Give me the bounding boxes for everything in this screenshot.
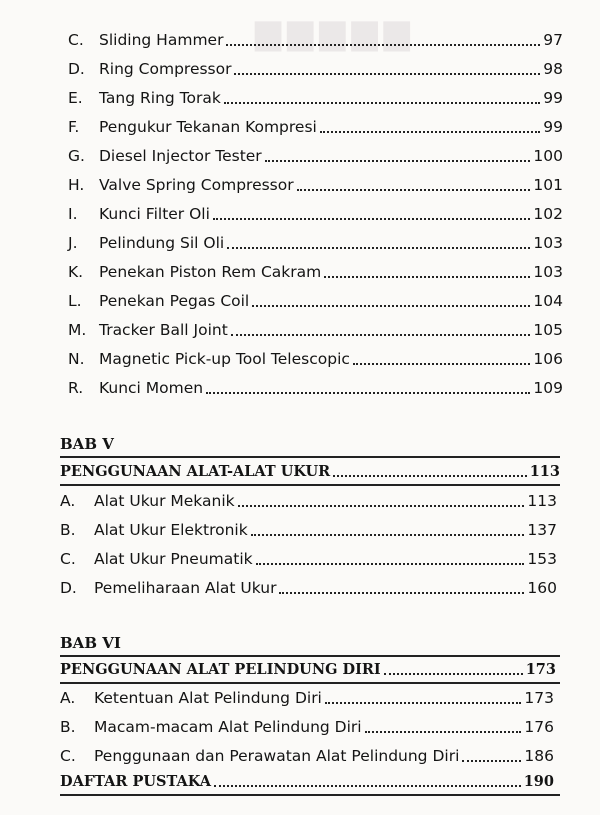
item-page: 105 [533, 321, 563, 339]
dot-leader [265, 148, 531, 162]
dot-leader [297, 177, 531, 191]
item-page: 137 [527, 521, 557, 539]
item-letter: C. [60, 550, 76, 568]
chapter-v-label: BAB V [60, 435, 114, 453]
bibliography-rule [60, 794, 560, 796]
item-letter: F. [68, 118, 80, 136]
dot-leader [226, 32, 540, 46]
item-title: Penekan Pegas Coil [99, 292, 250, 310]
item-page: 186 [524, 747, 554, 765]
item-page: 106 [533, 350, 563, 368]
chapter-vi-page: 173 [525, 661, 556, 678]
item-title: Penggunaan dan Perawatan Alat Pelindung Diri [94, 747, 460, 765]
item-letter: A. [60, 492, 76, 510]
toc-item[interactable] [68, 30, 563, 50]
item-letter: D. [68, 60, 85, 78]
item-letter: C. [68, 31, 84, 49]
item-page: 173 [524, 689, 554, 707]
item-letter: N. [68, 350, 85, 368]
show-through-shadow: ▆▆▆▆▆ [255, 12, 416, 52]
item-page: 100 [533, 147, 563, 165]
item-title: Diesel Injector Tester [99, 147, 262, 165]
item-title: Sliding Hammer [99, 31, 224, 49]
chapter-v-rule [60, 456, 560, 458]
item-letter: K. [68, 263, 84, 281]
toc-item[interactable] [68, 204, 563, 224]
item-title: Pelindung Sil Oli [99, 234, 225, 252]
item-letter: E. [68, 89, 83, 107]
chapter-v-heading[interactable] [60, 462, 560, 482]
item-letter: C. [60, 747, 76, 765]
toc-item[interactable] [68, 291, 563, 311]
item-page: 153 [527, 550, 557, 568]
chapter-vi-label: BAB VI [60, 634, 121, 652]
dot-leader [333, 463, 527, 477]
toc-item[interactable] [68, 233, 563, 253]
item-title: Ketentuan Alat Pelindung Diri [94, 689, 322, 707]
dot-leader [206, 380, 530, 394]
dot-leader [231, 322, 531, 336]
item-title: Kunci Filter Oli [99, 205, 210, 223]
item-letter: D. [60, 579, 77, 597]
item-page: 113 [527, 492, 557, 510]
item-letter: B. [60, 718, 76, 736]
chapter-vi-heading[interactable] [60, 660, 556, 680]
toc-item[interactable] [68, 88, 563, 108]
toc-item[interactable] [68, 262, 563, 282]
item-page: 160 [527, 579, 557, 597]
bibliography-title: DAFTAR PUSTAKA [60, 773, 211, 790]
dot-leader [238, 493, 525, 507]
item-title: Alat Ukur Pneumatik [94, 550, 253, 568]
toc-item[interactable] [60, 491, 557, 511]
dot-leader [365, 719, 522, 733]
item-letter: H. [68, 176, 85, 194]
item-letter: I. [68, 205, 78, 223]
toc-item[interactable] [60, 520, 557, 540]
item-letter: A. [60, 689, 76, 707]
item-page: 98 [543, 60, 563, 78]
toc-item[interactable] [68, 146, 563, 166]
dot-leader [251, 522, 525, 536]
chapter-v-page: 113 [529, 463, 560, 480]
toc-item[interactable] [60, 688, 554, 708]
toc-item[interactable] [60, 578, 557, 598]
dot-leader [213, 206, 530, 220]
toc-item[interactable] [60, 549, 557, 569]
item-title: Ring Compressor [99, 60, 232, 78]
toc-item[interactable] [60, 717, 554, 737]
item-title: Pemeliharaan Alat Ukur [94, 579, 277, 597]
dot-leader [320, 119, 540, 133]
item-page: 176 [524, 718, 554, 736]
dot-leader [384, 661, 523, 675]
dot-leader [234, 61, 540, 75]
item-letter: J. [68, 234, 78, 252]
toc-item[interactable] [68, 378, 563, 398]
dot-leader [227, 235, 530, 249]
dot-leader [256, 551, 525, 565]
item-letter: G. [68, 147, 85, 165]
item-letter: B. [60, 521, 76, 539]
item-title: Penekan Piston Rem Cakram [99, 263, 322, 281]
dot-leader [324, 264, 530, 278]
chapter-vi-title: PENGGUNAAN ALAT PELINDUNG DIRI [60, 661, 381, 678]
item-page: 99 [543, 89, 563, 107]
chapter-v-rule-bottom [60, 484, 560, 486]
item-title: Magnetic Pick-up Tool Telescopic [99, 350, 350, 368]
chapter-v-title: PENGGUNAAN ALAT-ALAT UKUR [60, 463, 331, 480]
item-page: 104 [533, 292, 563, 310]
item-title: Tracker Ball Joint [99, 321, 228, 339]
dot-leader [325, 690, 522, 704]
item-page: 97 [543, 31, 563, 49]
dot-leader [462, 748, 521, 762]
item-title: Alat Ukur Mekanik [94, 492, 235, 510]
bibliography-page: 190 [523, 773, 554, 790]
item-title: Alat Ukur Elektronik [94, 521, 248, 539]
toc-item[interactable] [68, 117, 563, 137]
toc-item[interactable] [60, 746, 554, 766]
item-page: 102 [533, 205, 563, 223]
toc-item[interactable] [68, 175, 563, 195]
toc-item[interactable] [68, 320, 563, 340]
item-title: Macam-macam Alat Pelindung Diri [94, 718, 362, 736]
item-page: 103 [533, 234, 563, 252]
item-page: 109 [533, 379, 563, 397]
toc-item[interactable] [68, 59, 563, 79]
item-title: Valve Spring Compressor [99, 176, 294, 194]
item-page: 99 [543, 118, 563, 136]
chapter-vi-rule [60, 655, 560, 657]
bibliography-heading[interactable] [60, 772, 554, 792]
dot-leader [252, 293, 530, 307]
item-title: Tang Ring Torak [99, 89, 221, 107]
item-page: 103 [533, 263, 563, 281]
toc-item[interactable] [68, 349, 563, 369]
dot-leader [279, 580, 524, 594]
item-letter: R. [68, 379, 84, 397]
item-letter: M. [68, 321, 87, 339]
dot-leader [224, 90, 540, 104]
dot-leader [214, 773, 521, 787]
item-letter: L. [68, 292, 82, 310]
dot-leader [353, 351, 531, 365]
item-page: 101 [533, 176, 563, 194]
item-title: Kunci Momen [99, 379, 204, 397]
item-title: Pengukur Tekanan Kompresi [99, 118, 317, 136]
chapter-vi-rule-bottom [60, 682, 560, 684]
